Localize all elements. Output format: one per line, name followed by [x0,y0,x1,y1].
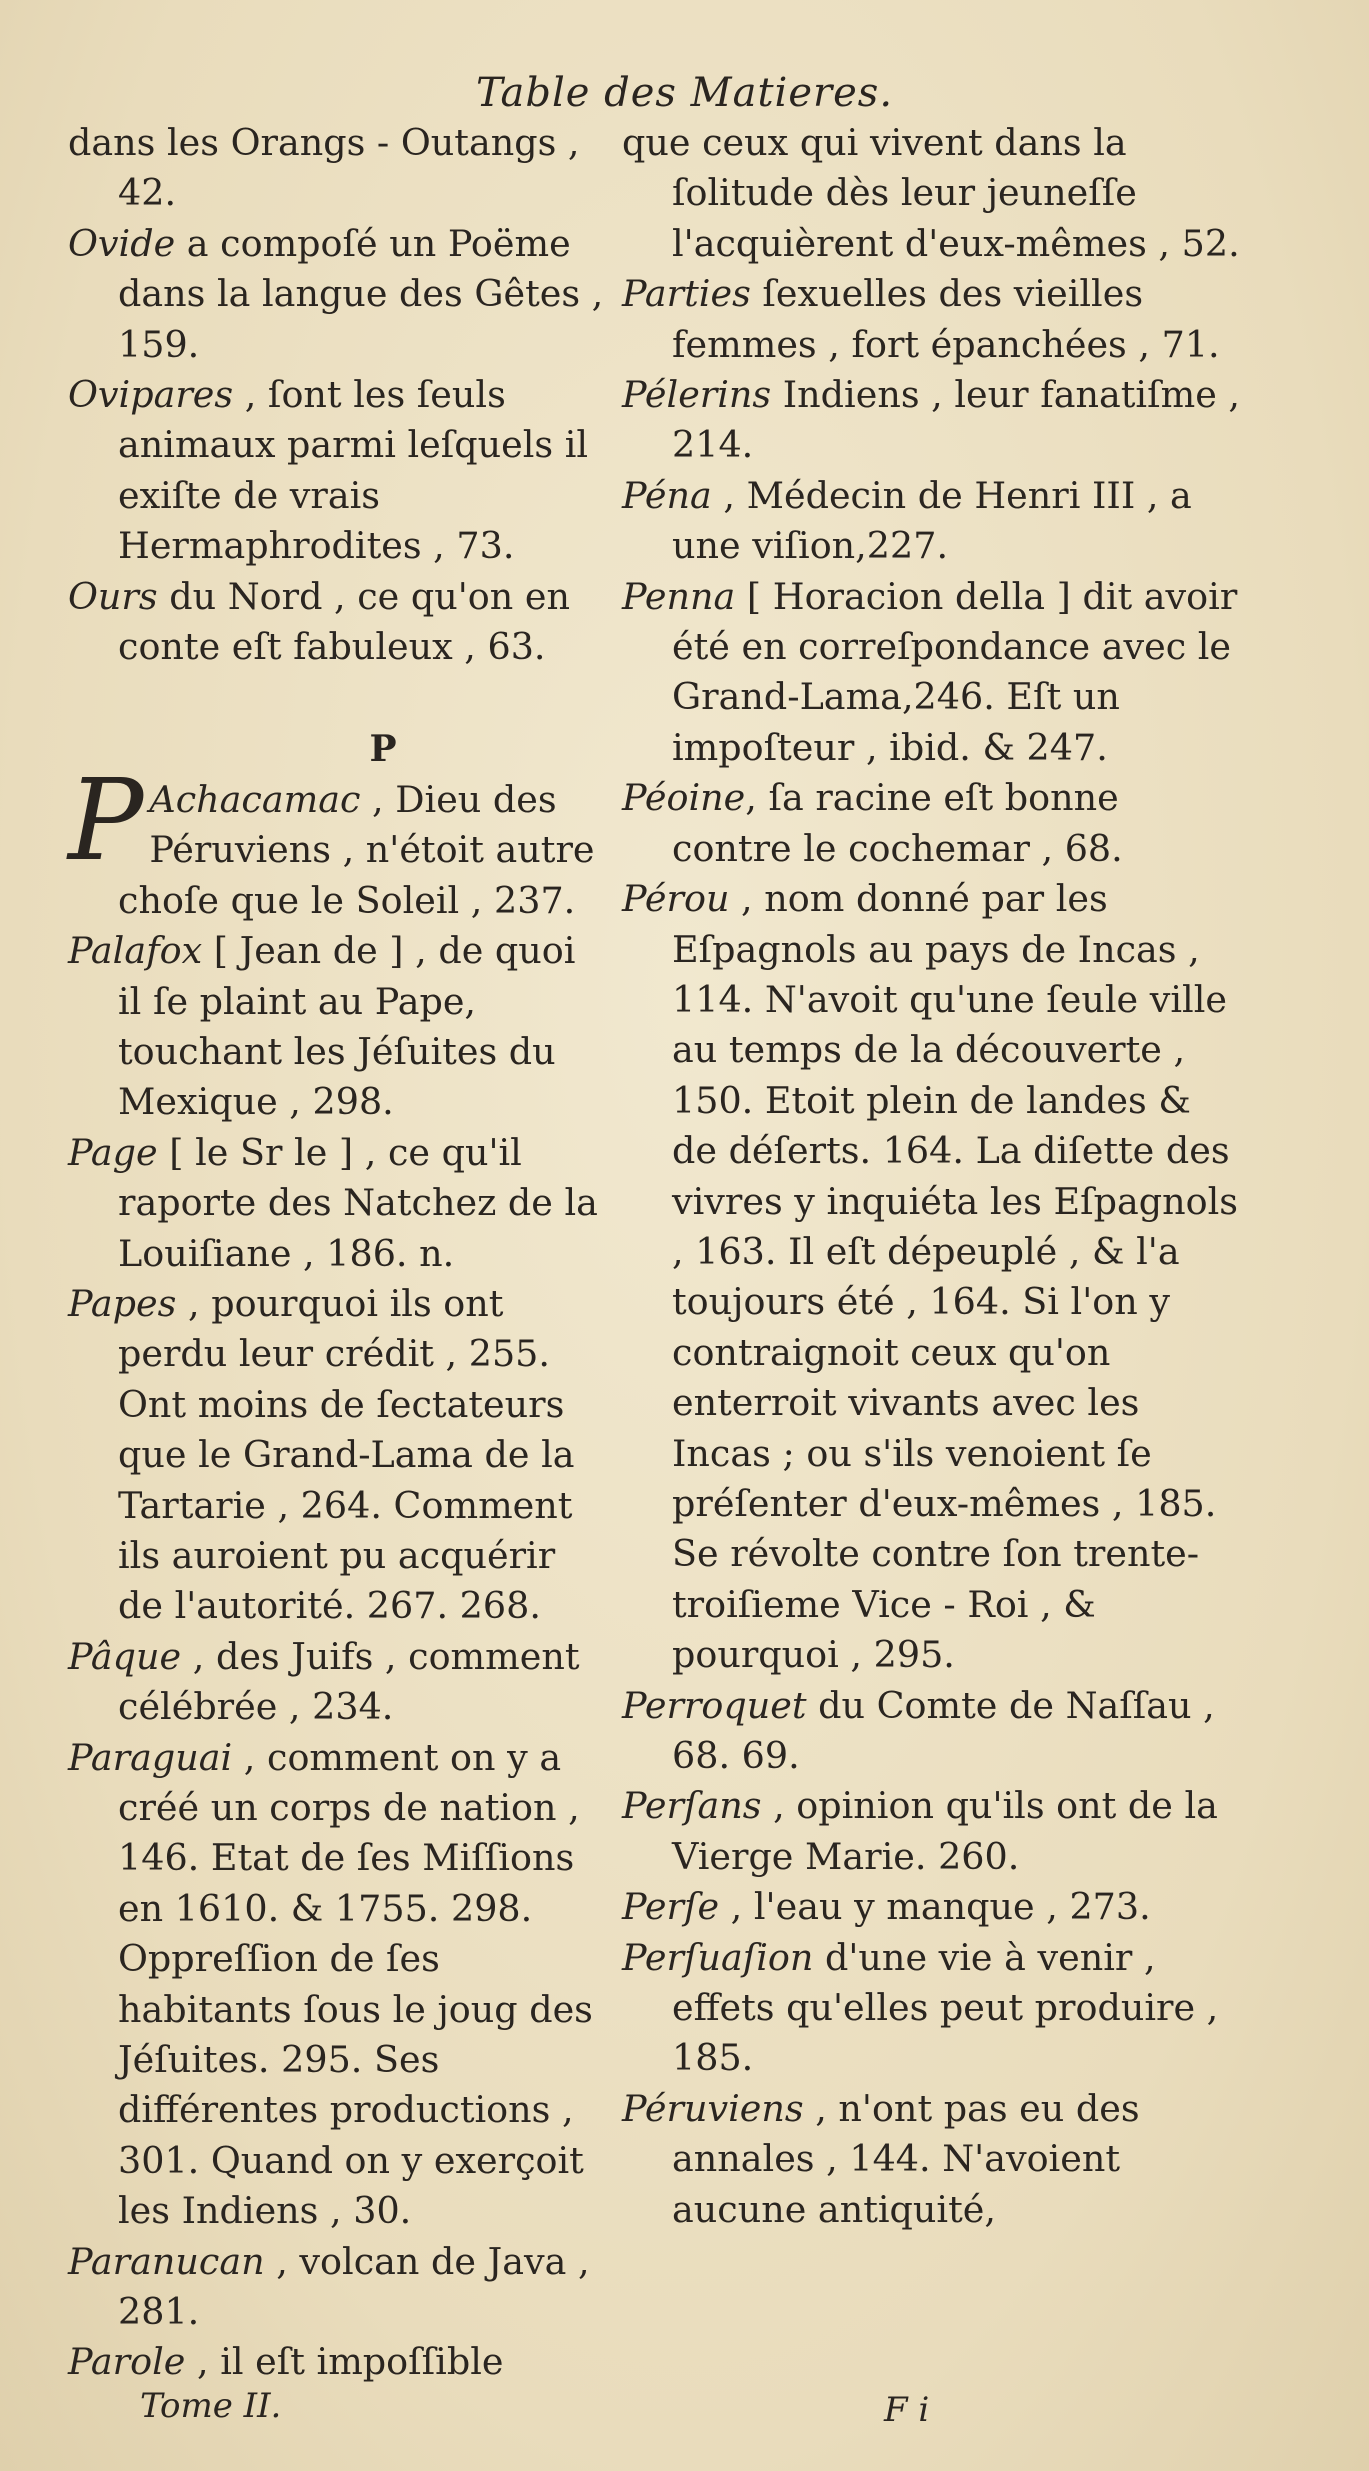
entry-term: Paranucan [68,2239,265,2283]
entry-term: Perſans [622,1784,762,1828]
index-entry [622,1781,1242,1882]
entry-text: que ceux qui vivent dans la ſolitude dès leur jeuneſſe l'acquièrent d'eux-mêmes , 52. [622,121,1240,265]
index-entry [622,471,1242,572]
index-entry [68,370,608,572]
index-entry [68,1279,608,1632]
entry-text: [ le Sr le ] , ce qu'il raporte des Natchez de la Louiſiane , 186. n. [118,1130,598,1275]
entry-text: , l'eau y manque , 273. [719,1885,1151,1929]
entry-term: Péna [622,473,712,517]
entry-term: Page [68,1130,158,1174]
entry-term: Papes [68,1281,177,1325]
running-header: Table des Matieres. [475,70,894,116]
entry-text: d'une vie à venir , effets qu'elles peut produire , 185. [672,1935,1219,2080]
drop-cap: P [68,755,144,886]
index-entry [68,1733,608,2237]
left-entries [68,118,608,672]
index-entry [68,1128,608,1279]
index-entry [622,2084,1242,2235]
right-entries [622,118,1242,2235]
index-entry [68,926,608,1128]
entry-text: , comment on y a créé un corps de nation , 146. Etat de ſes Miſſions en 1610. & 1755. 298. Oppreſſion de ſes habitants ſous le joug des Jéſuites. 295. Ses différentes productions , 301. Quand on y exerçoit les Indiens , 30. [118,1735,593,2233]
signature-mark: F i [884,2390,930,2430]
index-entry [622,773,1242,874]
entry-text: , volcan de Java , 281. [118,2239,590,2334]
index-entry [622,118,1242,269]
entry-term: Perſe [622,1885,720,1929]
entry-text: , ſa racine eſt bonne contre le cochemar , 68. [672,776,1123,870]
index-entry [622,1882,1242,1932]
dropcap-entry [68,755,608,926]
entry-text: Indiens , leur fanatiſme , 214. [672,373,1241,467]
entry-term: Pérou [622,877,730,921]
entry-term: Ovipares [68,373,234,417]
entry-text: ſexuelles des vieilles femmes , fort épanchées , 71. [672,272,1220,366]
index-entry [68,2237,608,2338]
entry-text: du Nord , ce qu'on en conte eſt fabuleux , 63. [118,574,570,669]
index-entry [622,1933,1242,2084]
entry-text: , il eſt impoſſible [185,2340,504,2384]
volume-label: Tome II. [140,2386,282,2426]
left-column [68,118,608,2388]
entry-text: du Comte de Naſſau , 68. 69. [672,1683,1215,1777]
entry-term: Paraguai [68,1735,233,1779]
entry-term: Péruviens [622,2086,804,2130]
entry-term: Penna [622,574,736,618]
index-entry [68,118,608,219]
entry-text: , Dieu des Péruviens , n'étoit autre choſe que le Soleil , 237. [118,777,595,922]
entry-text: [ Jean de ] , de quoi il ſe plaint au Pape, touchant les Jéſuites du Mexique , 298. [118,929,576,1124]
entry-term: Péoine [622,776,746,820]
index-entry [68,2337,608,2387]
entry-term: Perſuaſion [622,1935,814,1979]
index-entry [68,572,608,673]
entry-term: Parole [68,2340,186,2384]
right-column [622,118,1242,2235]
entry-text: a compoſé un Poëme dans la langue des Gêtes , 159. [118,221,604,366]
entry-text: , ſont les ſeuls animaux parmi leſquels il exiſte de vrais Hermaphrodites , 73. [118,373,589,568]
index-entry [622,572,1242,774]
entry-text: , des Juifs , comment célébrée , 234. [118,1634,580,1729]
entry-term: Ours [68,574,158,618]
index-entry [622,1681,1242,1782]
left-entries-p [68,926,608,2388]
index-entry [68,1632,608,1733]
entry-text: , nom donné par les Eſpagnols au pays de Incas , 114. N'avoit qu'une ſeule ville au temps de la découverte , 150. Etoit plein de landes & de déſerts. 164. La diſette des vivres y inquiéta les Eſpagnols , 163. Il eſt dépeuplé , & l'a toujours été , 164. Si l'on y contraignoit ceux qu'on enterroit vivants avec les Incas ; ou s'ils venoient ſe préſenter d'eux-mêmes , 185. Se révolte contre ſon trente-troiſieme Vice - Roi , & pourquoi , 295. [672,877,1239,1677]
entry-term: Ovide [68,221,176,265]
section-letter: P [369,728,397,771]
entry-text: dans les Orangs - Outangs , 42. [68,121,580,215]
entry-text: , Médecin de Henri III , a une viſion,227. [672,473,1192,568]
entry-term: Achacamac [149,777,361,821]
entry-term: Pâque [68,1634,182,1678]
index-entry [622,370,1242,471]
entry-term: Pélerins [622,373,772,417]
entry-term: Parties [622,272,751,316]
entry-text: [ Horacion della ] dit avoir été en correſpondance avec le Grand-Lama,246. Eſt un impoſteur , ibid. & 247. [672,574,1238,769]
index-entry [622,874,1242,1681]
index-entry [68,219,608,370]
entry-text: , n'ont pas eu des annales , 144. N'avoient aucune antiquité, [672,2086,1140,2231]
entry-term: Palafox [68,929,203,973]
entry-text: , opinion qu'ils ont de la Vierge Marie. 260. [672,1784,1218,1878]
entry-term: Perroquet [622,1683,807,1727]
index-entry [622,269,1242,370]
entry-text: , pourquoi ils ont perdu leur crédit , 255. Ont moins de ſectateurs que le Grand-Lama de la Tartarie , 264. Comment ils auroient pu acquérir de l'autorité. 267. 268. [118,1281,575,1628]
